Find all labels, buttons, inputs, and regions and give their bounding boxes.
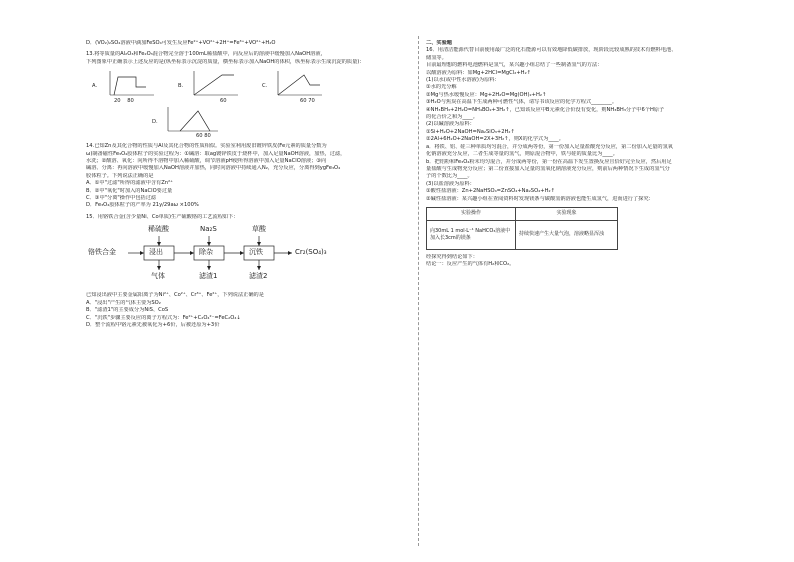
table-cell-operation: 向30mL 1 mol·L⁻¹ NaHCO₃溶液中加入长3cm的镁条 (427, 220, 516, 249)
flow-output-1: 气体 (151, 272, 165, 281)
q14-line-1: 14.已知Zn及其化合物的性质与Al及其化合物的性质相似。实验室利用废旧镀锌铁皮(Fe元素的质量分数为 (86, 143, 327, 150)
graph-b-ticks: 60 (220, 98, 227, 105)
flow-output-3: 滤渣2 (249, 272, 268, 281)
q16-line-15: 化钠溶液充分反应，二者生成等量的氢气，则原混合物中，铁与硅的质量比为____。 (426, 151, 618, 158)
conclusion-one: 结论一：反应产生的气体有H₂和CO₂。 (426, 261, 515, 268)
q16-line-5: (1)以水(或中性水溶液)为原料： (426, 77, 500, 84)
q16-line-16: b．把铝粉和Fe₃O₄粉末均匀混合，并分成两等份，第一份在高温下发生置换反应且恰好完全反应，然后用足 (426, 158, 672, 165)
q16-line-12: ①Si+H₂O+2NaOH=Na₂SiO₃+2H₂↑ (426, 128, 515, 135)
graph-d-label: D. (152, 119, 158, 126)
graph-b-label: B. (178, 83, 184, 90)
q16-line-3: 目前最理想的燃料电池燃料是氢气，某兴趣小组总结了一些制备氢气的方法： (426, 62, 603, 69)
table-header-phenomenon: 实验现象 (516, 207, 618, 220)
graph-c-ticks: 60 70 (300, 98, 315, 105)
q16-line-19: (3)以盐溶液为原料： (426, 180, 475, 187)
flow-input-1: 稀硫酸 (148, 225, 169, 234)
flow-output-2: 滤渣1 (199, 272, 218, 281)
section-heading: 二、实验题 (426, 40, 452, 46)
column-divider (418, 36, 419, 546)
q14-line-2: ω)制备磁性Fe₃O₄胶体粒子的实验过程为：①碱溶：取ag镀锌铁皮于烧杯中，加入足量NaOH溶液，加热，过滤， (86, 150, 346, 157)
q16-line-7: ②Mg与热水缓慢反应：Mg+2H₂O=Mg(OH)₂+H₂↑ (426, 91, 547, 98)
q16-line-10: 的化合价之和为____。 (426, 114, 478, 121)
graph-c-label: C. (262, 83, 268, 90)
q12-option-d: D．(VO₂)₂SO₄溶液中滴加FeSO₄可发生反应Fe²⁺+VO²⁺+2H⁺=Fe³⁺+VO²⁺+H₂O (86, 40, 276, 46)
graph-d-ticks: 60 80 (196, 133, 211, 140)
q16-line-13: ②2Al+6H₂O+2NaOH=2X+3H₂↑，则X的化学式为____。 (426, 136, 564, 143)
q14-option-d: D．Fe₃O₄胶体粒子的产率为 21y/29aω ×100% (86, 202, 199, 209)
q15-option-c: C．"沉铁"步骤主要反应的离子方程式为：Fe²⁺+C₂O₄²⁻=FeC₂O₄↓ (86, 314, 241, 321)
q16-line-18: 子的个数比为____。 (426, 173, 473, 180)
flow-step-3: 沉铁 (249, 248, 263, 257)
q14-line-4: 碱溶、分离：再向溶液中缓慢加入NaOH溶液并加热，同时向溶液中持续通入N₂，充分反应，分离得到ygFe₃O₄ (86, 165, 341, 172)
right-column (426, 40, 726, 269)
experiment-table (426, 207, 618, 250)
q15-option-a: A．"浸出"产生的气体主要为SO₂ (86, 299, 161, 306)
q16-line-20: ①酸性盐溶液：Zn+2NaHSO₄=ZnSO₄+Na₂SO₄+H₂↑ (426, 188, 555, 195)
flow-step-1: 浸出 (149, 248, 163, 257)
q16-line-2: 储氢等。 (426, 54, 447, 61)
q14-option-a: A．①中"过滤"所得的滤液中含有Zn²⁺ (86, 180, 173, 187)
q15-line: 15．用铬铁合金(含少量Ni、Co单质)生产硫酸铬的工艺流程如下： (86, 213, 239, 220)
graph-a-label: A. (92, 83, 98, 90)
q13-line-1: 13.将等质量的Al₂O₃和Fe₂O₃混合物完全溶于100mL稀盐酸中，向反应后的溶液中缓慢加入NaOH溶液， (86, 51, 326, 58)
q13-graphs (86, 69, 404, 139)
q16-line-21: ②碱性盐溶液：某兴趣小组在查阅资料时发现镁条与碳酸氢钠溶液也能生成氢气，进而进行了探究： (426, 195, 654, 202)
q16-line-6: ①水的光分解 (426, 84, 457, 91)
left-column (86, 40, 404, 329)
graph-d (164, 105, 220, 135)
q15-option-d: D．整个流程中铬元素先被氧化为+6价，后被还原为+3价 (86, 321, 220, 328)
flow-step-2: 除杂 (199, 248, 213, 257)
q13-line-2: 下列图象中正确表示上述反应的是(纵坐标表示沉淀的质量，横坐标表示加入NaOH的体积，纵坐标表示生成沉淀的质量)： (86, 58, 365, 65)
q15-after-1: 已知浸出液中主要金属阳离子为Ni²⁺、Co²⁺、Cr³⁺、Fe²⁺，下列说法正确的是 (86, 292, 264, 299)
flow-start: 铬铁合金 (88, 248, 116, 257)
graph-b (190, 69, 240, 99)
q16-line-17: 量盐酸与生成物充分反应；第二份直接加入足量的氢氧化钠溶液充分反应，则前后两种情况下生成的氢气分 (426, 165, 670, 172)
flow-product: Cr₂(SO₄)₃ (295, 248, 327, 257)
flowchart-diagram (86, 224, 386, 288)
q15-option-b: B．"滤渣1"的主要成分为NiS、CoS (86, 307, 169, 314)
q16-line-9: ④NH₃BH₃+2H₂O=NH₄BO₂+3H₂↑，已知该反应中B元素化合价没有变化，则NH₃BH₃分子中6个H原子 (426, 106, 665, 113)
q16-line-8: ③H₂O与焦炭在高温下生成两种可燃性气体，请写书该反应的化学方程式________。 (426, 99, 618, 106)
flow-input-3: 草酸 (252, 225, 266, 234)
graph-a-ticks: 20 80 (114, 98, 134, 105)
table-cell-phenomenon: 持续快速产生大量气泡，溶液略显浑浊 (516, 220, 618, 249)
graph-c (274, 69, 324, 99)
q16-line-14: a．将铁、铝、硅三种单质均匀混合，并分成两等份，第一份加入足量盐酸充分反应，第二份加入足量的氢氧 (426, 143, 673, 150)
conclusion-intro: 经探究得到结论如下： (426, 253, 478, 260)
graph-a (106, 69, 156, 99)
flow-input-2: Na₂S (200, 225, 217, 234)
q14-line-5: 胶体粒子。下列说法正确的是 (86, 172, 154, 179)
q14-option-b: B．②中"氧化"时加入的NaClO要过量 (86, 187, 173, 194)
q14-line-3: 水洗；②酸溶、氧化：向所得不溶物中加入稀硫酸，调节溶液pH使所得溶液中加入足量NaClO溶液；③向 (86, 158, 327, 165)
q16-line-11: (2)以碱溶液为原料： (426, 121, 475, 128)
table-header-operation: 实验操作 (427, 207, 516, 220)
q16-line-4: 以酸溶液为原料：如Mg+2HCl=MgCl₂+H₂↑ (426, 69, 531, 76)
q14-option-c: C．③中"分离"操作中包括过滤 (86, 195, 157, 202)
q16-line-1: 16．用清洁能源代替目前使用最广泛的化石能源可以有效地降低碳排放，现阶段比较成熟的技术有燃料电池、 (426, 47, 677, 54)
process-flowchart (86, 224, 404, 288)
